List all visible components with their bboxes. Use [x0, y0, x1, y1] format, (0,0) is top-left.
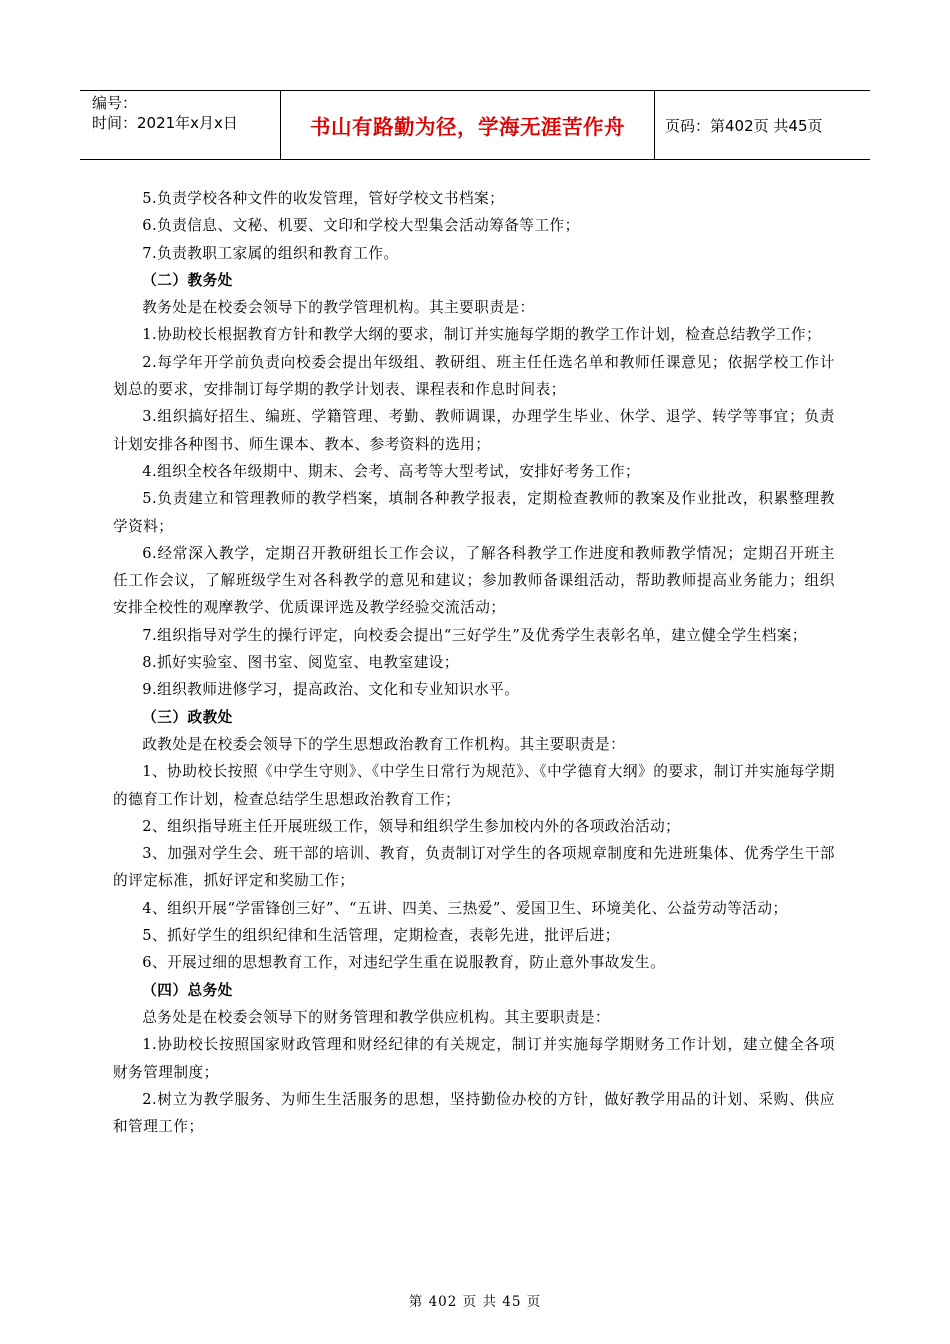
paragraph: 5.负责学校各种文件的收发管理，管好学校文书档案； [142, 190, 505, 207]
paragraph: 6、开展过细的思想教育工作，对违纪学生重在说服教育，防止意外事故发生。 [142, 954, 666, 972]
section-heading: （二）教务处 [142, 271, 233, 289]
document-body [113, 185, 835, 1140]
paragraph: 8.抓好实验室、图书室、阅览室、电教室建设； [142, 654, 459, 672]
paragraph: 7.负责教职工家属的组织和教育工作。 [142, 244, 399, 262]
paragraph: 9.组织教师进修学习，提高政治、文化和专业知识水平。 [142, 681, 520, 699]
paragraph: 政教处是在校委会领导下的学生思想政治教育工作机构。其主要职责是： [142, 735, 626, 753]
document-number: 编号： [92, 94, 138, 112]
header-motto: 书山有路勤为径，学海无涯苦作舟 [281, 91, 655, 159]
paragraph: 5、抓好学生的组织纪律和生活管理，定期检查，表彰先进，批评后进； [142, 927, 620, 945]
paragraph: 教务处是在校委会领导下的教学管理机构。其主要职责是： [142, 299, 535, 317]
document-date: 时间：2021年x月x日 [92, 114, 238, 132]
paragraph: 1.协助校长根据教育方针和教学大纲的要求，制订并实施每学期的教学工作计划，检查总结教学工作； [142, 326, 822, 344]
section-heading: （三）政教处 [142, 708, 233, 726]
paragraph: 5.负责建立和管理教师的教学档案，填制各种教学报表，定期检查教师的教案及作业批改，积累整理教学资料； [113, 490, 835, 535]
section-heading: （四）总务处 [142, 981, 233, 999]
paragraph: 6.负责信息、文秘、机要、文印和学校大型集会活动筹备等工作； [142, 217, 580, 235]
paragraph: 1.协助校长按照国家财政管理和财经纪律的有关规定，制订并实施每学期财务工作计划，建立健全各项财务管理制度； [113, 1036, 835, 1081]
paragraph: 2.树立为教学服务、为师生生活服务的思想，坚持勤俭办校的方针，做好教学用品的计划、采购、供应和管理工作； [113, 1090, 835, 1136]
paragraph: 4.组织全校各年级期中、期末、会考、高考等大型考试，安排好考务工作； [142, 462, 641, 480]
paragraph: 2、组织指导班主任开展班级工作，领导和组织学生参加校内外的各项政治活动； [142, 817, 681, 835]
paragraph: 3、加强对学生会、班干部的培训、教育，负责制订对学生的各项规章制度和先进班集体、优秀学生干部的评定标准，抓好评定和奖励工作； [113, 845, 835, 890]
paragraph: 2.每学年开学前负责向校委会提出年级组、教研组、班主任任选名单和教师任课意见；依据学校工作计划总的要求，安排制订每学期的教学计划表、课程表和作息时间表； [113, 353, 835, 399]
paragraph: 总务处是在校委会领导下的财务管理和教学供应机构。其主要职责是： [142, 1008, 611, 1026]
header-page-info: 页码：第402页 共45页 [665, 116, 823, 135]
paragraph: 3.组织搞好招生、编班、学籍管理、考勤、教师调课，办理学生毕业、休学、退学、转学等事宜；负责计划安排各种图书、师生课本、教本、参考资料的选用； [113, 408, 835, 453]
paragraph: 7.组织指导对学生的操行评定，向校委会提出“三好学生”及优秀学生表彰名单，建立健全学生档案； [142, 626, 807, 644]
paragraph: 1、协助校长按照《中学生守则》、《中学生日常行为规范》、《中学德育大纲》的要求，制订并实施每学期的德育工作计划，检查总结学生思想政治教育工作； [113, 763, 835, 808]
header-meta [80, 91, 281, 159]
paragraph: 6.经常深入教学，定期召开教研组长工作会议，了解各科教学工作进度和教师教学情况；定期召开班主任工作会议，了解班级学生对各科教学的意见和建议；参加教师备课组活动，帮助教师提高业务能力；组织安排全校性的观摩教学、优质课评选及教学经验交流活动； [113, 544, 835, 617]
paragraph: 4、组织开展“学雷锋创三好”、“五讲、四美、三热爱”、爱国卫生、环境美化、公益劳动等活动； [142, 899, 788, 917]
page-header [80, 90, 870, 160]
page-footer: 第 402 页 共 45 页 [408, 1294, 542, 1310]
